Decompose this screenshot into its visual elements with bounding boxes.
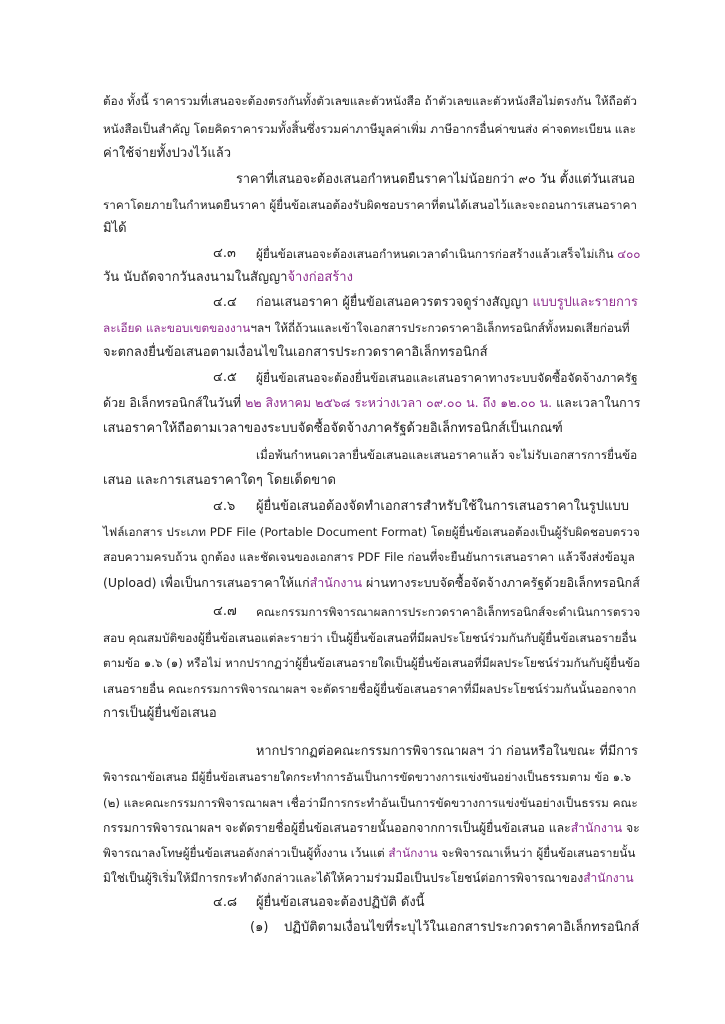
highlighted-text: สำนักงาน [388, 846, 438, 860]
line-text: ด้วย อิเล็กทรอนิกส์ในวันที่ [103, 395, 246, 410]
highlighted-text: จ้างก่อสร้าง [287, 270, 353, 285]
line-text: กรรมการพิจารณาผลฯ จะตัดรายชื่อผู้ยื่นข้อเสนอรายนั้นออกจากการเป็นผู้ยื่นข้อเสนอ และ [103, 821, 571, 835]
line-text: วัน นับถัดจากวันลงนามในสัญญา [103, 270, 288, 285]
body-line: หากปรากฏต่อคณะกรรมการพิจารณาผลฯ ว่า ก่อนหรือในขณะ ที่มีการ [256, 744, 639, 759]
body-line: ไฟล์เอกสาร ประเภท PDF File (Portable Document Format) โดยผู้ยื่นข้อเสนอต้องเป็นผู้รับผิดชอบตรวจ [103, 525, 640, 539]
body-line: ต้อง ทั้งนี้ ราคารวมที่เสนอจะต้องตรงกันทั้งตัวเลขและตัวหนังสือ ถ้าตัวเลขและตัวหนังสือไม่ตรงกัน ให้ถือตัว [103, 94, 637, 108]
line-text: มิใช่เป็นผู้ริเริ่มให้มีการกระทำดังกล่าวและได้ให้ความร่วมมือเป็นประโยชน์ต่อการพิจารณาของ [103, 871, 584, 885]
body-line: ค่าใช้จ่ายทั้งปวงไว้แล้ว [103, 146, 232, 161]
body-line: เมื่อพ้นกำหนดเวลายื่นข้อเสนอและเสนอราคาแล้ว จะไม่รับเอกสารการยื่นข้อ [256, 448, 638, 462]
line-text: ผ่านทางระบบจัดซื้อจัดจ้างภาครัฐด้วยอิเล็กทรอนิกส์ [362, 575, 640, 590]
body-line: การเป็นผู้ยื่นข้อเสนอ [103, 706, 217, 721]
body-line: จะตกลงยื่นข้อเสนอตามเงื่อนไขในเอกสารประกวดราคาอิเล็กทรอนิกส์ [103, 345, 488, 360]
clause-number: ๔.๖ [213, 499, 236, 514]
body-line [103, 319, 630, 337]
clause-number: ๔.๕ [213, 370, 237, 385]
clause-number: ๔.๓ [213, 246, 236, 261]
line-text: จะ [622, 821, 640, 835]
body-line: (๒) และคณะกรรมการพิจารณาผลฯ เชื่อว่ามีการกระทำอันเป็นการขัดขวางการแข่งขันอย่างเป็นธรรม คณะ [103, 796, 638, 810]
highlighted-text: สำนักงาน [570, 821, 623, 835]
line-text: จะพิจารณาเห็นว่า ผู้ยื่นข้อเสนอรายนั้น [437, 846, 636, 860]
line-text: (Upload) เพื่อเป็นการเสนอราคาให้แก่ [103, 575, 310, 590]
body-line: ปฏิบัติตามเงื่อนไขที่ระบุไว้ในเอกสารประกวดราคาอิเล็กทรอนิกส์ [284, 920, 640, 935]
clause-number: ๔.๗ [213, 604, 237, 619]
highlighted-text: ละเอียด และขอบเขตของงาน [103, 321, 251, 335]
body-line: ราคาที่เสนอจะต้องเสนอกำหนดยืนราคาไม่น้อยกว่า ๙๐ วัน ตั้งแต่วันเสนอ [236, 172, 636, 187]
body-line: ตามข้อ ๑.๖ (๑) หรือไม่ หากปรากฏว่าผู้ยื่นข้อเสนอรายใดเป็นผู้ยื่นข้อเสนอที่มีผลประโยชน์ร่วมกันกับผู้ยื่นข้อ [103, 656, 641, 670]
body-line: ราคาโดยภายในกำหนดยืนราคา ผู้ยื่นข้อเสนอต้องรับผิดชอบราคาที่ตนได้เสนอไว้และจะถอนการเสนอราคา [103, 198, 637, 212]
clause-number: ๔.๘ [213, 895, 238, 910]
line-text: และเวลาในการ [552, 395, 641, 410]
line-text: ก่อนเสนอราคา ผู้ยื่นข้อเสนอควรตรวจดูร่างสัญญา [256, 295, 533, 310]
body-line: เสนอรายอื่น คณะกรรมการพิจารณาผลฯ จะตัดรายชื่อผู้ยื่นข้อเสนอราคาที่มีผลประโยชน์ร่วมกันนั้นออกจาก [103, 682, 637, 696]
highlighted-text: ๔๐๐ [617, 247, 641, 261]
body-line [103, 269, 353, 287]
line-text: พิจารณาลงโทษผู้ยื่นข้อเสนอดังกล่าวเป็นผู้ทิ้งงาน เว้นแต่ [103, 846, 389, 860]
body-line: ผู้ยื่นข้อเสนอจะต้องปฏิบัติ ดังนี้ [256, 895, 425, 910]
body-line: ผู้ยื่นข้อเสนอจะต้องยื่นข้อเสนอและเสนอราคาทางระบบจัดซื้อจัดจ้างภาครัฐ [256, 371, 638, 385]
highlighted-text: สำนักงาน [583, 871, 634, 885]
highlighted-text: ๒๒ สิงหาคม ๒๕๖๘ ระหว่างเวลา ๐๙.๐๐ น. ถึง ๑๒.๐๐ น. [245, 395, 553, 410]
body-line: คณะกรรมการพิจารณาผลการประกวดราคาอิเล็กทรอนิกส์จะดำเนินการตรวจ [256, 605, 641, 619]
body-line: สอบความครบถ้วน ถูกต้อง และชัดเจนของเอกสาร PDF File ก่อนที่จะยืนยันการเสนอราคา แล้วจึงส่งข้อมูล [103, 550, 635, 564]
body-line [256, 245, 640, 263]
body-line [103, 869, 634, 887]
item-number: (๑) [250, 920, 269, 935]
body-line: สอบ คุณสมบัติของผู้ยื่นข้อเสนอแต่ละรายว่า เป็นผู้ยื่นข้อเสนอที่มีผลประโยชน์ร่วมกันกับผู้ยื่นข้อเสนอรายอื่น [103, 631, 637, 645]
clause-number: ๔.๔ [213, 295, 237, 310]
line-text: ผู้ยื่นข้อเสนอจะต้องเสนอกำหนดเวลาดำเนินการก่อสร้างแล้วเสร็จไม่เกิน [256, 247, 618, 261]
body-line [103, 574, 640, 592]
highlighted-text: แบบรูปและรายการ [532, 295, 638, 310]
body-line: หนังสือเป็นสำคัญ โดยคิดราคารวมทั้งสิ้นซึ่งรวมค่าภาษีมูลค่าเพิ่ม ภาษีอากรอื่นค่าขนส่ง ค่าจดทะเบียน และ [103, 122, 636, 136]
highlighted-text: สำนักงาน [309, 575, 363, 590]
body-line [256, 294, 638, 312]
body-line: มิได้ [103, 221, 127, 236]
body-line [103, 844, 635, 862]
body-line: เสนอ และการเสนอราคาใดๆ โดยเด็ดขาด [103, 473, 336, 488]
body-line [103, 819, 640, 837]
line-text: ฯลฯ ให้ถี่ถ้วนและเข้าใจเอกสารประกวดราคาอิเล็กทรอนิกส์ทั้งหมดเสียก่อนที่ [250, 321, 630, 335]
body-line: พิจารณาข้อเสนอ มีผู้ยื่นข้อเสนอรายใดกระทำการอันเป็นการขัดขวางการแข่งขันอย่างเป็นธรรมตาม ข้อ ๑.๖ [103, 770, 632, 784]
body-line [103, 394, 640, 412]
body-line: ผู้ยื่นข้อเสนอต้องจัดทำเอกสารสำหรับใช้ในการเสนอราคาในรูปแบบ [256, 499, 630, 514]
body-line: เสนอราคาให้ถือตามเวลาของระบบจัดซื้อจัดจ้างภาครัฐด้วยอิเล็กทรอนิกส์เป็นเกณฑ์ [103, 421, 563, 436]
